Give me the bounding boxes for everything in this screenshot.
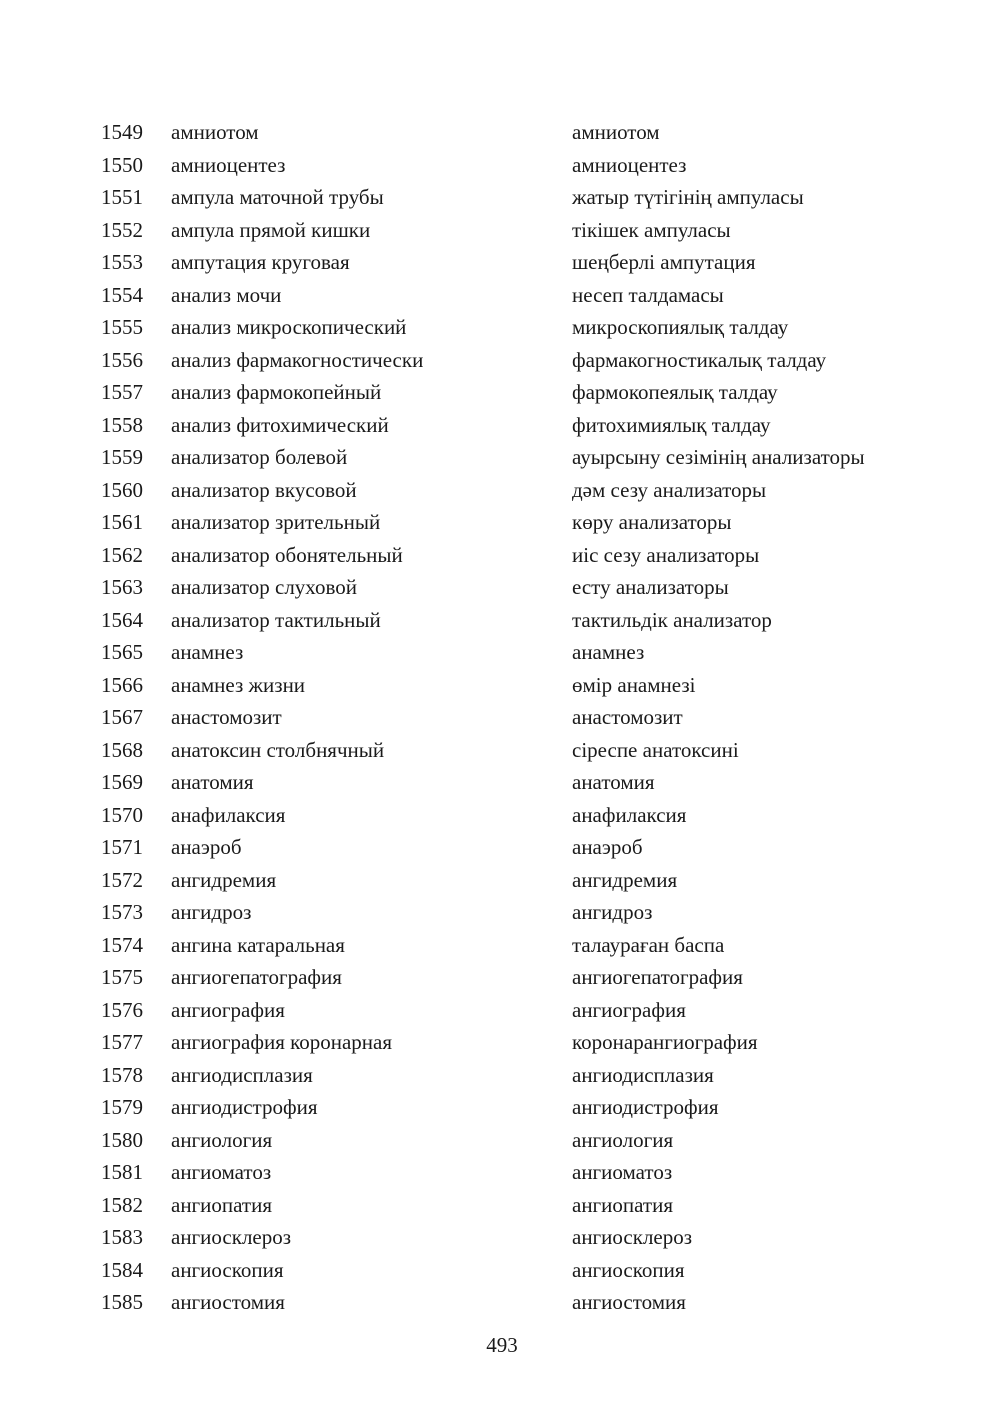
russian-term: ангиогепатография bbox=[171, 965, 342, 989]
glossary-entry bbox=[0, 214, 1004, 247]
russian-term: анализатор обонятельный bbox=[171, 542, 403, 567]
entry-number: 1563 bbox=[101, 575, 143, 599]
russian-term: анафилаксия bbox=[171, 802, 286, 827]
glossary-entry bbox=[0, 474, 1004, 507]
russian-term: анализ фармакогностически bbox=[171, 347, 424, 372]
russian-term: анализатор вкусовой bbox=[171, 477, 357, 502]
entry-number: 1558 bbox=[101, 412, 143, 437]
glossary-entry bbox=[0, 1026, 1004, 1059]
glossary-entry bbox=[0, 734, 1004, 767]
entry-number: 1565 bbox=[101, 640, 143, 664]
russian-term: анатомия bbox=[171, 770, 254, 794]
glossary-entry bbox=[0, 506, 1004, 539]
glossary-entry bbox=[0, 441, 1004, 474]
entry-number: 1571 bbox=[101, 835, 143, 859]
glossary-entry bbox=[0, 1156, 1004, 1189]
glossary-entry bbox=[0, 116, 1004, 149]
glossary-entry bbox=[0, 1091, 1004, 1124]
glossary-entry bbox=[0, 994, 1004, 1027]
kazakh-term: сіреспе анатоксині bbox=[572, 737, 739, 762]
russian-term: ангидремия bbox=[171, 867, 277, 892]
kazakh-term: көру анализаторы bbox=[572, 510, 732, 534]
kazakh-term: ангиоматоз bbox=[572, 1160, 673, 1184]
glossary-entry bbox=[0, 1286, 1004, 1319]
russian-term: анализ фитохимический bbox=[171, 412, 389, 437]
russian-term: ангиостомия bbox=[171, 1290, 285, 1314]
glossary-entry bbox=[0, 246, 1004, 279]
glossary-entry bbox=[0, 149, 1004, 182]
entry-number: 1562 bbox=[101, 542, 143, 567]
russian-term: анастомозит bbox=[171, 705, 282, 729]
glossary-entry bbox=[0, 571, 1004, 604]
glossary-list bbox=[0, 116, 1004, 1319]
kazakh-term: амниоцентез bbox=[572, 152, 687, 177]
kazakh-term: жатыр түтігінің ампуласы bbox=[572, 185, 804, 209]
kazakh-term: фармакогностикалық талдау bbox=[572, 347, 827, 372]
glossary-entry bbox=[0, 409, 1004, 442]
russian-term: анализатор тактильный bbox=[171, 607, 381, 632]
kazakh-term: дәм сезу анализаторы bbox=[572, 477, 767, 502]
glossary-entry bbox=[0, 1221, 1004, 1254]
entry-number: 1553 bbox=[101, 250, 143, 274]
glossary-entry bbox=[0, 636, 1004, 669]
kazakh-term: коронарангиография bbox=[572, 1030, 758, 1054]
glossary-entry bbox=[0, 701, 1004, 734]
russian-term: ампутация круговая bbox=[171, 250, 350, 274]
russian-term: анализ фармокопейный bbox=[171, 380, 382, 404]
entry-number: 1577 bbox=[101, 1030, 143, 1054]
glossary-entry bbox=[0, 1059, 1004, 1092]
glossary-entry bbox=[0, 181, 1004, 214]
russian-term: анаэроб bbox=[171, 835, 242, 859]
russian-term: ангидроз bbox=[171, 900, 252, 924]
kazakh-term: тактильдік анализатор bbox=[572, 607, 772, 632]
kazakh-term: ангиостомия bbox=[572, 1290, 686, 1314]
entry-number: 1555 bbox=[101, 315, 143, 339]
entry-number: 1568 bbox=[101, 737, 143, 762]
kazakh-term: амниотом bbox=[572, 120, 660, 144]
kazakh-term: ангиопатия bbox=[572, 1192, 674, 1217]
entry-number: 1580 bbox=[101, 1127, 143, 1152]
kazakh-term: ангиография bbox=[572, 997, 686, 1022]
entry-number: 1560 bbox=[101, 477, 143, 502]
russian-term: амниотом bbox=[171, 120, 259, 144]
russian-term: анализ мочи bbox=[171, 282, 282, 307]
entry-number: 1585 bbox=[101, 1290, 143, 1314]
russian-term: анамнез жизни bbox=[171, 672, 306, 697]
russian-term: ангиопатия bbox=[171, 1192, 273, 1217]
glossary-entry bbox=[0, 311, 1004, 344]
russian-term: ангиология bbox=[171, 1127, 273, 1152]
entry-number: 1554 bbox=[101, 282, 143, 307]
entry-number: 1579 bbox=[101, 1095, 143, 1119]
entry-number: 1551 bbox=[101, 185, 143, 209]
kazakh-term: несеп талдамасы bbox=[572, 282, 724, 307]
russian-term: ангина катаральная bbox=[171, 932, 345, 957]
glossary-entry bbox=[0, 929, 1004, 962]
page-number: 493 bbox=[486, 1333, 518, 1357]
entry-number: 1550 bbox=[101, 152, 143, 177]
entry-number: 1557 bbox=[101, 380, 143, 404]
kazakh-term: тікішек ампуласы bbox=[572, 217, 731, 242]
glossary-entry bbox=[0, 831, 1004, 864]
entry-number: 1570 bbox=[101, 802, 143, 827]
kazakh-term: анамнез bbox=[572, 640, 645, 664]
russian-term: анамнез bbox=[171, 640, 244, 664]
kazakh-term: фитохимиялық талдау bbox=[572, 412, 771, 437]
entry-number: 1561 bbox=[101, 510, 143, 534]
kazakh-term: шеңберлі ампутация bbox=[572, 250, 756, 274]
kazakh-term: фармокопеялық талдау bbox=[572, 380, 778, 404]
entry-number: 1572 bbox=[101, 867, 143, 892]
glossary-entry bbox=[0, 1124, 1004, 1157]
russian-term: ампула маточной трубы bbox=[171, 185, 384, 209]
entry-number: 1559 bbox=[101, 445, 143, 469]
kazakh-term: анафилаксия bbox=[572, 802, 687, 827]
entry-number: 1574 bbox=[101, 932, 143, 957]
entry-number: 1549 bbox=[101, 120, 143, 144]
kazakh-term: анастомозит bbox=[572, 705, 683, 729]
entry-number: 1576 bbox=[101, 997, 143, 1022]
kazakh-term: ангиоскопия bbox=[572, 1257, 685, 1282]
russian-term: ангиодистрофия bbox=[171, 1095, 318, 1119]
entry-number: 1552 bbox=[101, 217, 143, 242]
glossary-entry bbox=[0, 279, 1004, 312]
russian-term: ангиоскопия bbox=[171, 1257, 284, 1282]
kazakh-term: ангиогепатография bbox=[572, 965, 743, 989]
entry-number: 1575 bbox=[101, 965, 143, 989]
kazakh-term: өмір анамнезі bbox=[572, 672, 696, 697]
russian-term: анализ микроскопический bbox=[171, 315, 407, 339]
glossary-entry bbox=[0, 539, 1004, 572]
entry-number: 1567 bbox=[101, 705, 143, 729]
entry-number: 1569 bbox=[101, 770, 143, 794]
entry-number: 1583 bbox=[101, 1225, 143, 1249]
kazakh-term: иіс сезу анализаторы bbox=[572, 542, 760, 567]
kazakh-term: микроскопиялық талдау bbox=[572, 315, 789, 339]
kazakh-term: ангиодисплазия bbox=[572, 1062, 714, 1087]
glossary-entry bbox=[0, 766, 1004, 799]
glossary-entry bbox=[0, 1254, 1004, 1287]
kazakh-term: ангидремия bbox=[572, 867, 678, 892]
entry-number: 1582 bbox=[101, 1192, 143, 1217]
kazakh-term: анатомия bbox=[572, 770, 655, 794]
russian-term: анализатор зрительный bbox=[171, 510, 381, 534]
glossary-entry bbox=[0, 864, 1004, 897]
entry-number: 1581 bbox=[101, 1160, 143, 1184]
entry-number: 1584 bbox=[101, 1257, 143, 1282]
kazakh-term: ангиология bbox=[572, 1127, 674, 1152]
russian-term: ампула прямой кишки bbox=[171, 217, 371, 242]
kazakh-term: талаураған баспа bbox=[572, 932, 725, 957]
russian-term: анатоксин столбнячный bbox=[171, 737, 385, 762]
glossary-entry bbox=[0, 604, 1004, 637]
glossary-entry bbox=[0, 344, 1004, 377]
russian-term: ангиоматоз bbox=[171, 1160, 272, 1184]
entry-number: 1564 bbox=[101, 607, 143, 632]
russian-term: ангиография коронарная bbox=[171, 1030, 393, 1054]
entry-number: 1578 bbox=[101, 1062, 143, 1087]
kazakh-term: ангиодистрофия bbox=[572, 1095, 719, 1119]
kazakh-term: ангидроз bbox=[572, 900, 653, 924]
kazakh-term: ангиосклероз bbox=[572, 1225, 693, 1249]
russian-term: ангиодисплазия bbox=[171, 1062, 313, 1087]
russian-term: анализатор слуховой bbox=[171, 575, 358, 599]
kazakh-term: анаэроб bbox=[572, 835, 643, 859]
glossary-entry bbox=[0, 896, 1004, 929]
entry-number: 1556 bbox=[101, 347, 143, 372]
russian-term: ангиосклероз bbox=[171, 1225, 292, 1249]
kazakh-term: есту анализаторы bbox=[572, 575, 729, 599]
glossary-entry bbox=[0, 961, 1004, 994]
russian-term: ангиография bbox=[171, 997, 285, 1022]
entry-number: 1573 bbox=[101, 900, 143, 924]
glossary-entry bbox=[0, 1189, 1004, 1222]
glossary-entry bbox=[0, 669, 1004, 702]
entry-number: 1566 bbox=[101, 672, 143, 697]
kazakh-term: ауырсыну сезімінің анализаторы bbox=[572, 445, 865, 469]
russian-term: амниоцентез bbox=[171, 152, 286, 177]
glossary-entry bbox=[0, 376, 1004, 409]
glossary-entry bbox=[0, 799, 1004, 832]
russian-term: анализатор болевой bbox=[171, 445, 348, 469]
